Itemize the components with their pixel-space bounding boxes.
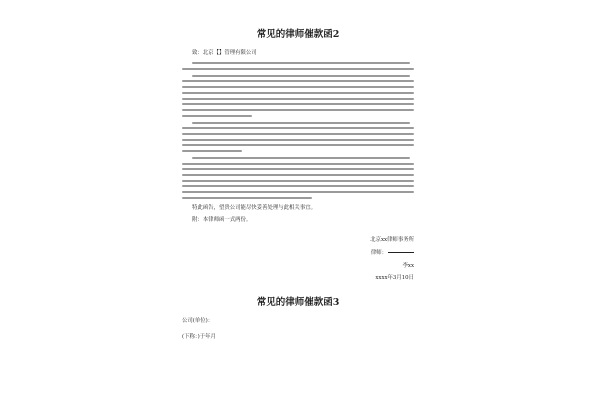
signature-blank [388, 252, 414, 253]
paragraph-breach-illegible [182, 122, 414, 152]
attachment-note: 附：本律师函一式两份。 [192, 217, 252, 224]
document-page [182, 28, 414, 400]
document-title-3: 常见的律师催款函3 [256, 297, 340, 309]
signature-name: 李xx [402, 263, 414, 270]
paragraph-engagement-illegible [182, 62, 414, 70]
closing-notice: 特此函告，望贵公司能尽快妥善处理与此相关事宜。 [192, 204, 316, 211]
paragraph-demand-illegible [182, 157, 414, 199]
signature-lawyer-line [182, 249, 414, 258]
reference-field: (下称：)于年月 [182, 333, 216, 340]
signature-law-firm: 北京xx律师事务所 [370, 236, 414, 243]
signature-lawyer-label: 律师： [370, 250, 387, 257]
salutation: 致：北京【】管理有限公司 [192, 50, 257, 56]
paragraph-contract-terms-illegible [182, 75, 414, 117]
signature-date: xxxx年3月10日 [375, 274, 414, 281]
recipient-field: 公司(单位)： [182, 318, 214, 325]
document-title: 常见的律师催款函2 [256, 29, 340, 40]
